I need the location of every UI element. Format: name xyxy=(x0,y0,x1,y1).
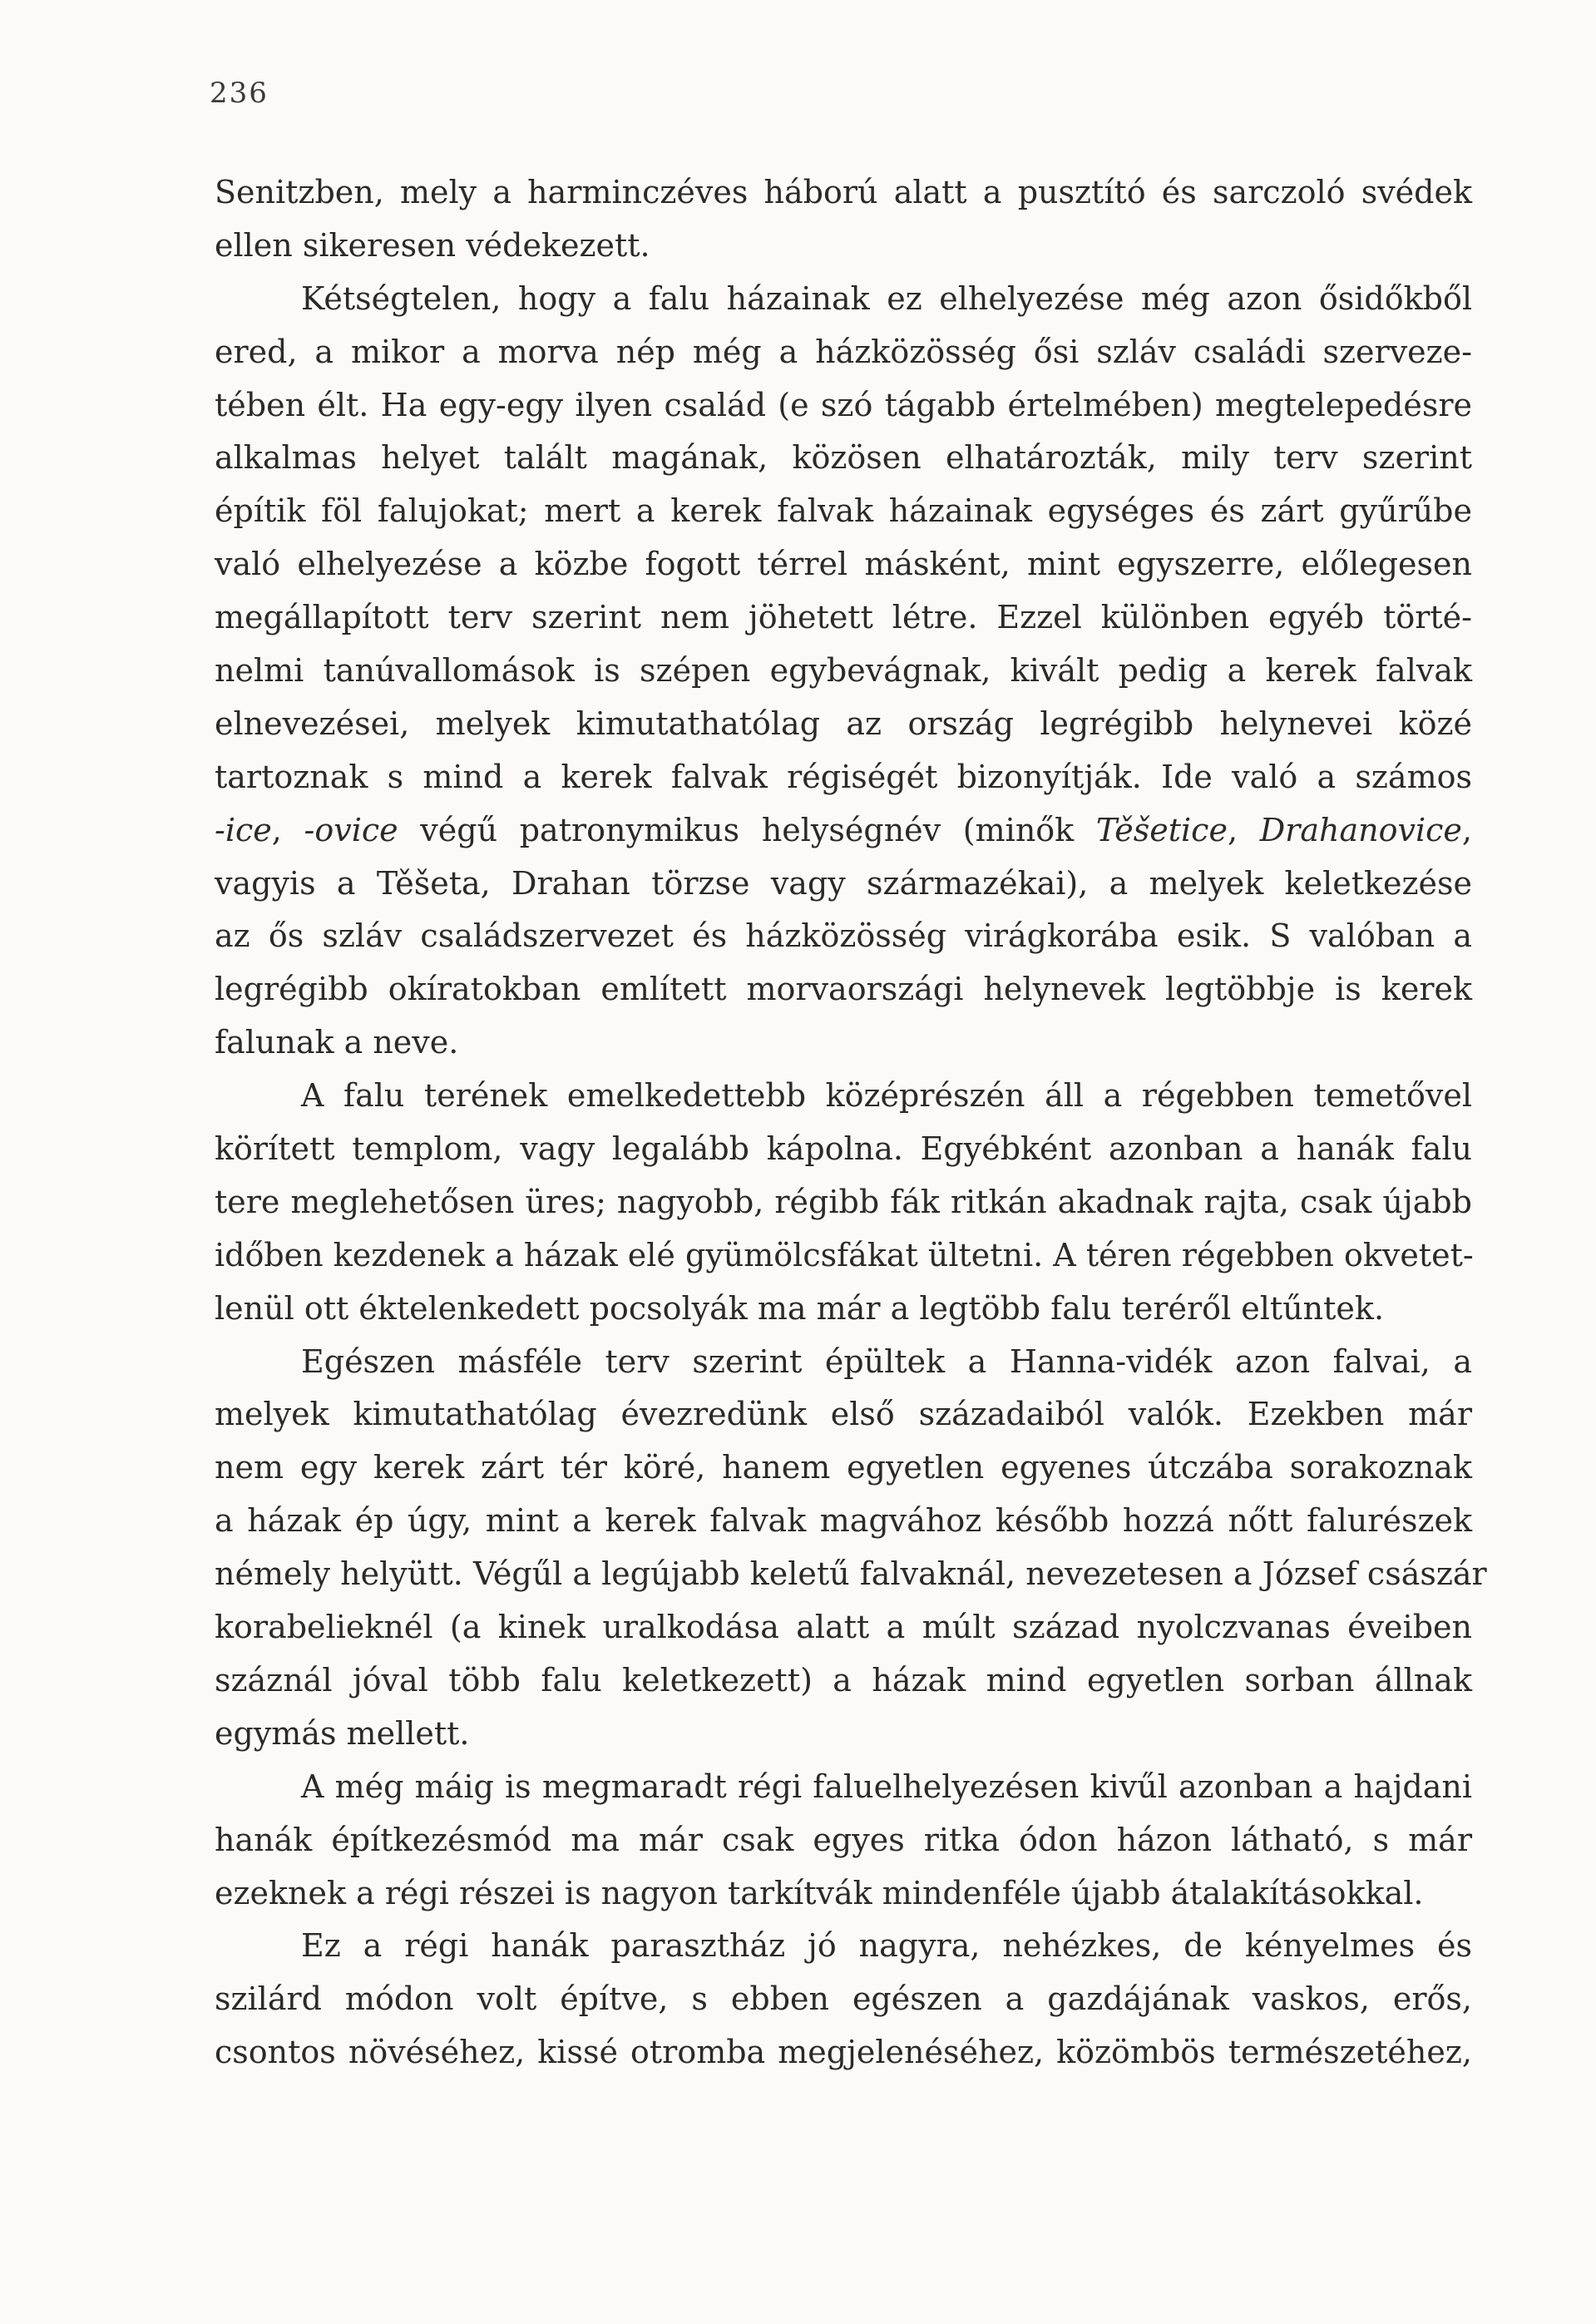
text-line: időben kezdenek a házak elé gyümölcsfákat ültetni. A téren régebben okvetet- xyxy=(215,1236,1474,1273)
text-line: körített templom, vagy legalább kápolna. Egyébként azonban a hanák falu xyxy=(215,1130,1472,1168)
text-line: tartoznak s mind a kerek falvak régiségét bizonyítják. Ide való a számos xyxy=(215,758,1472,795)
text-line: legrégibb okíratokban említett morvaországi helynevek legtöbbje is kerek xyxy=(215,971,1472,1008)
text-line: a házak ép úgy, mint a kerek falvak magvához később hozzá nőtt falurészek xyxy=(215,1502,1472,1540)
page-number: 236 xyxy=(210,77,269,110)
body-text xyxy=(215,166,1487,2079)
text-line: az ős szláv családszervezet és házközösség virágkorába esik. S valóban a xyxy=(215,917,1472,955)
text-line: elnevezései, melyek kimutathatólag az ország legrégibb helynevei közé xyxy=(215,705,1472,742)
text-line: nem egy kerek zárt tér köré, hanem egyetlen egyenes útczába sorakoznak xyxy=(215,1449,1472,1486)
text-line: Senitzben, mely a harminczéves háború alatt a pusztító és sarczoló svédek xyxy=(215,174,1472,210)
text-line: lenül ott éktelenkedett pocsolyák ma már a legtöbb falu teréről eltűntek. xyxy=(215,1289,1385,1327)
text-line: korabelieknél (a kinek uralkodása alatt a múlt század nyolczvanas éveiben xyxy=(215,1609,1472,1646)
text-line: Kétségtelen, hogy a falu házainak ez elhelyezése még azon ősidőkből xyxy=(301,279,1472,317)
text-line: hanák építkezésmód ma már csak egyes ritka ódon házon látható, s már xyxy=(215,1821,1472,1858)
text-run: , xyxy=(1461,811,1472,848)
text-line: egymás mellett. xyxy=(215,1714,470,1752)
text-line: A falu terének emelkedettebb középrészén áll a régebben temetővel xyxy=(301,1077,1472,1115)
text-line: vagyis a Těšeta, Drahan törzse vagy származékai), a melyek keletkezése xyxy=(215,864,1472,902)
text-run: , xyxy=(271,811,304,848)
text-line: építik föl falujokat; mert a kerek falvak házainak egységes és zárt gyűrűbe xyxy=(215,492,1472,530)
text-line: ered, a mikor a morva nép még a házközösség ősi szláv családi szerveze- xyxy=(215,333,1472,370)
text-line: némely helyütt. Végűl a legújabb keletű falvaknál, nevezetesen a József császár xyxy=(215,1555,1487,1593)
text-line xyxy=(215,804,1472,858)
text-line: szilárd módon volt építve, s ebben egészen a gazdájának vaskos, erős, xyxy=(215,1980,1472,2018)
italic-term: -ice xyxy=(215,811,272,848)
text-line: való elhelyezése a közbe fogott térrel másként, mint egyszerre, előlegesen xyxy=(215,546,1472,583)
text-line: tében élt. Ha egy-egy ilyen család (e szó tágabb értelmében) megtelepedésre xyxy=(215,386,1472,423)
italic-term: -ovice xyxy=(304,811,398,848)
text-line: ezeknek a régi részei is nagyon tarkítvák mindenféle újabb átalakításokkal. xyxy=(215,1874,1424,1911)
text-line: Ez a régi hanák parasztház jó nagyra, nehézkes, de kényelmes és xyxy=(301,1927,1472,1965)
text-line: tere meglehetősen üres; nagyobb, régibb fák ritkán akadnak rajta, csak újabb xyxy=(215,1183,1472,1220)
italic-term: Drahanovice xyxy=(1259,811,1462,848)
text-line: melyek kimutathatólag évezredünk első századaiból valók. Ezekben már xyxy=(215,1396,1472,1433)
text-line: megállapított terv szerint nem jöhetett létre. Ezzel különben egyéb törté- xyxy=(215,599,1472,636)
text-line: alkalmas helyet talált magának, közösen elhatározták, mily terv szerint xyxy=(215,439,1472,477)
italic-term: Těšetice xyxy=(1095,811,1228,848)
text-line: Egészen másféle terv szerint épültek a Hanna-vidék azon falvai, a xyxy=(301,1342,1472,1380)
text-line: falunak a neve. xyxy=(215,1024,459,1061)
text-line: A még máig is megmaradt régi faluelhelyezésen kivűl azonban a hajdani xyxy=(301,1768,1472,1805)
text-line: csontos növéséhez, kissé otromba megjelenéséhez, közömbös természetéhez, xyxy=(215,2034,1472,2071)
text-line: ellen sikeresen védekezett. xyxy=(215,226,650,264)
text-run: végű patronymikus helységnév (minők xyxy=(398,811,1096,848)
text-line: száznál jóval több falu keletkezett) a házak mind egyetlen sorban állnak xyxy=(215,1661,1472,1698)
text-run: , xyxy=(1227,811,1260,848)
text-line: nelmi tanúvallomások is szépen egybevágnak, kivált pedig a kerek falvak xyxy=(215,652,1472,690)
